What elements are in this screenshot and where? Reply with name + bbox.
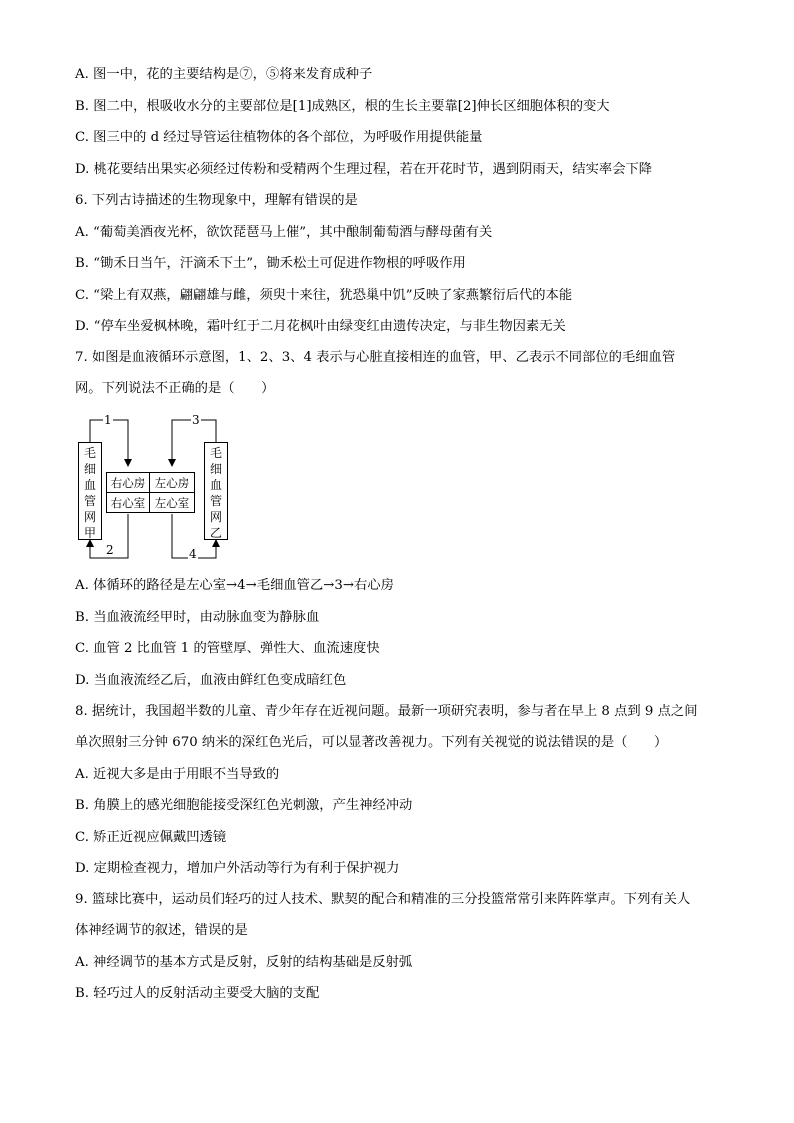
q7-stem-line1: 7. 如图是血液循环示意图，1、2、3、4 表示与心脏直接相连的血管，甲、乙表示不同部位的毛细血管	[75, 350, 676, 365]
q8-stem-line2: 单次照射三分钟 670 纳米的深红色光后，可以显著改善视力。下列有关视觉的说法错误的是（ ）	[75, 735, 668, 750]
q7-option-c: C. 血管 2 比血管 1 的管壁厚、弹性大、血流速度快	[75, 641, 380, 656]
vessel-label-3: 3	[192, 413, 200, 427]
q6-option-a: A. “葡萄美酒夜光杯，欲饮琵琶马上催”，其中酿制葡萄酒与酵母菌有关	[75, 225, 493, 240]
capillary-yi-char: 乙	[209, 526, 222, 540]
q5-option-c: C. 图三中的 d 经过导管运往植物体的各个部位，为呼吸作用提供能量	[75, 130, 483, 145]
right-atrium: 右心房	[106, 472, 150, 493]
q8-option-b: B. 角膜上的感光细胞能接受深红色光刺激，产生神经冲动	[75, 798, 413, 813]
q5-option-b: B. 图二中，根吸收水分的主要部位是[1]成熟区，根的生长主要靠[2]伸长区细胞体积的变大	[75, 99, 610, 114]
capillary-yi-char: 血	[209, 478, 222, 492]
q6-option-d: D. “停车坐爱枫林晚，霜叶红于二月花枫叶由绿变红由遗传决定，与非生物因素无关	[75, 319, 566, 334]
q6-option-b: B. “锄禾日当午，汗滴禾下土”，锄禾松土可促进作物根的呼吸作用	[75, 256, 466, 271]
capillary-jia-char: 细	[83, 462, 96, 476]
q7-option-b: B. 当血液流经甲时，由动脉血变为静脉血	[75, 610, 320, 625]
blood-circulation-diagram	[74, 410, 234, 570]
q8-stem-line1: 8. 据统计，我国超半数的儿童、青少年存在近视问题。最新一项研究表明，参与者在早上 8 点到 9 点之间	[75, 704, 698, 719]
capillary-jia-char: 管	[83, 494, 96, 508]
capillary-jia-char: 甲	[83, 526, 96, 540]
capillary-yi-char: 网	[209, 510, 222, 524]
q9-option-a: A. 神经调节的基本方式是反射，反射的结构基础是反射弧	[75, 955, 413, 970]
q9-stem-line2: 体神经调节的叙述，错误的是	[75, 923, 248, 938]
capillary-network-yi	[204, 442, 228, 540]
q9-option-b: B. 轻巧过人的反射活动主要受大脑的支配	[75, 986, 320, 1001]
capillary-jia-char: 网	[83, 510, 96, 524]
vessel-label-4: 4	[189, 547, 197, 561]
right-ventricle: 右心室	[106, 492, 150, 513]
capillary-jia-char: 毛	[83, 446, 96, 460]
vessel-label-2: 2	[106, 543, 114, 557]
q9-stem-line1: 9. 篮球比赛中，运动员们轻巧的过人技术、默契的配合和精准的三分投篮常常引来阵阵掌声。下列有关人	[75, 892, 691, 907]
q6-stem: 6. 下列古诗描述的生物现象中，理解有错误的是	[75, 193, 358, 208]
capillary-network-jia	[78, 442, 102, 540]
vessel-label-1: 1	[104, 413, 112, 427]
q8-option-d: D. 定期检查视力，增加户外活动等行为有利于保护视力	[75, 861, 400, 876]
q8-option-a: A. 近视大多是由于用眼不当导致的	[75, 767, 280, 782]
left-atrium: 左心房	[149, 472, 195, 493]
left-ventricle: 左心室	[149, 492, 195, 513]
q7-option-d: D. 当血液流经乙后，血液由鲜红色变成暗红色	[75, 673, 347, 688]
capillary-yi-char: 细	[209, 462, 222, 476]
capillary-yi-char: 毛	[209, 446, 222, 460]
q6-option-c: C. “梁上有双燕，翩翩雄与雌，须臾十来往，犹恐巢中饥”反映了家燕繁衍后代的本能	[75, 288, 573, 303]
capillary-yi-char: 管	[209, 494, 222, 508]
capillary-jia-char: 血	[83, 478, 96, 492]
q5-option-d: D. 桃花要结出果实必须经过传粉和受精两个生理过程，若在开花时节，遇到阴雨天，结实率会下降	[75, 162, 653, 177]
q8-option-c: C. 矫正近视应佩戴凹透镜	[75, 830, 227, 845]
q7-option-a: A. 体循环的路径是左心室→4→毛细血管乙→3→右心房	[75, 578, 394, 593]
q7-stem-line2: 网。下列说法不正确的是（ ）	[75, 381, 275, 396]
q5-option-a: A. 图一中，花的主要结构是⑦，⑤将来发育成种子	[75, 67, 373, 82]
